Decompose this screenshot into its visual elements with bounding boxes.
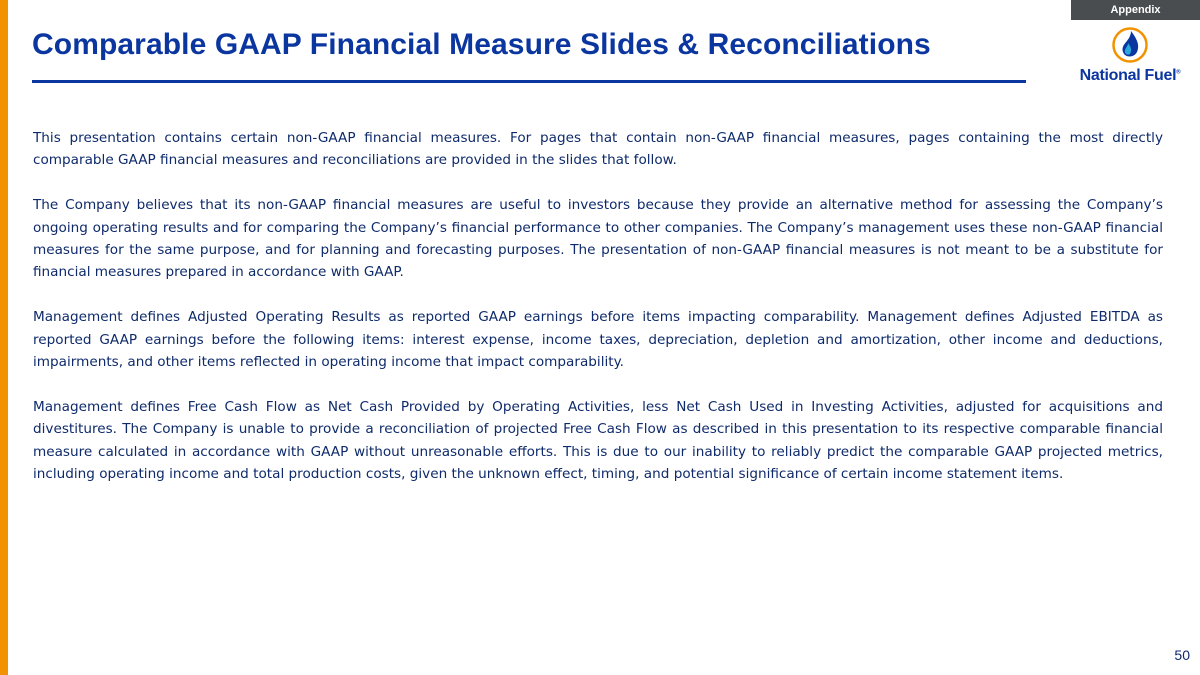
flame-logo-icon	[1111, 26, 1149, 64]
logo-wordmark	[1074, 67, 1186, 85]
national-fuel-logo	[1074, 26, 1186, 86]
section-tab: Appendix	[1071, 0, 1200, 20]
paragraph: Management defines Adjusted Operating Results as reported GAAP earnings before items impacting comparability. Management defines Adjusted EBITDA as reported GAAP earnings before the following items: interest expense, income taxes, depreciation, depletion and amortization, other income and deductions, impairments, and other items reflected in operating income that impact comparability.	[33, 309, 1163, 371]
left-accent-bar	[0, 0, 8, 675]
page-number: 50	[1174, 647, 1190, 663]
paragraph: The Company believes that its non-GAAP financial measures are useful to investors because they provide an alternative method for assessing the Company’s ongoing operating results and for comparing the Company’s financial performance to other companies. The Company’s management uses these non-GAAP financial measures for the same purpose, and for planning and forecasting purposes. The presentation of non-GAAP financial measures is not meant to be a substitute for financial measures prepared in accordance with GAAP.	[33, 197, 1163, 281]
logo-text: National Fuel	[1079, 67, 1177, 84]
registered-mark: ®	[1176, 69, 1181, 76]
title-divider	[32, 80, 1026, 83]
page-title: Comparable GAAP Financial Measure Slides & Reconciliations	[32, 28, 931, 61]
disclosure-body	[33, 127, 1163, 508]
paragraph: Management defines Free Cash Flow as Net Cash Provided by Operating Activities, less Net Cash Used in Investing Activities, adjusted for acquisitions and divestitures. The Company is unable to provide a reconciliation of projected Free Cash Flow as described in this presentation to its respective comparable financial measure calculated in accordance with GAAP without unreasonable efforts. This is due to our inability to reliably predict the comparable GAAP projected metrics, including operating income and total production costs, given the unknown effect, timing, and potential significance of certain income statement items.	[33, 398, 1163, 483]
paragraph: This presentation contains certain non-GAAP financial measures. For pages that contain non-GAAP financial measures, pages containing the most directly comparable GAAP financial measures and reconciliations are provided in the slides that follow.	[33, 130, 1163, 169]
